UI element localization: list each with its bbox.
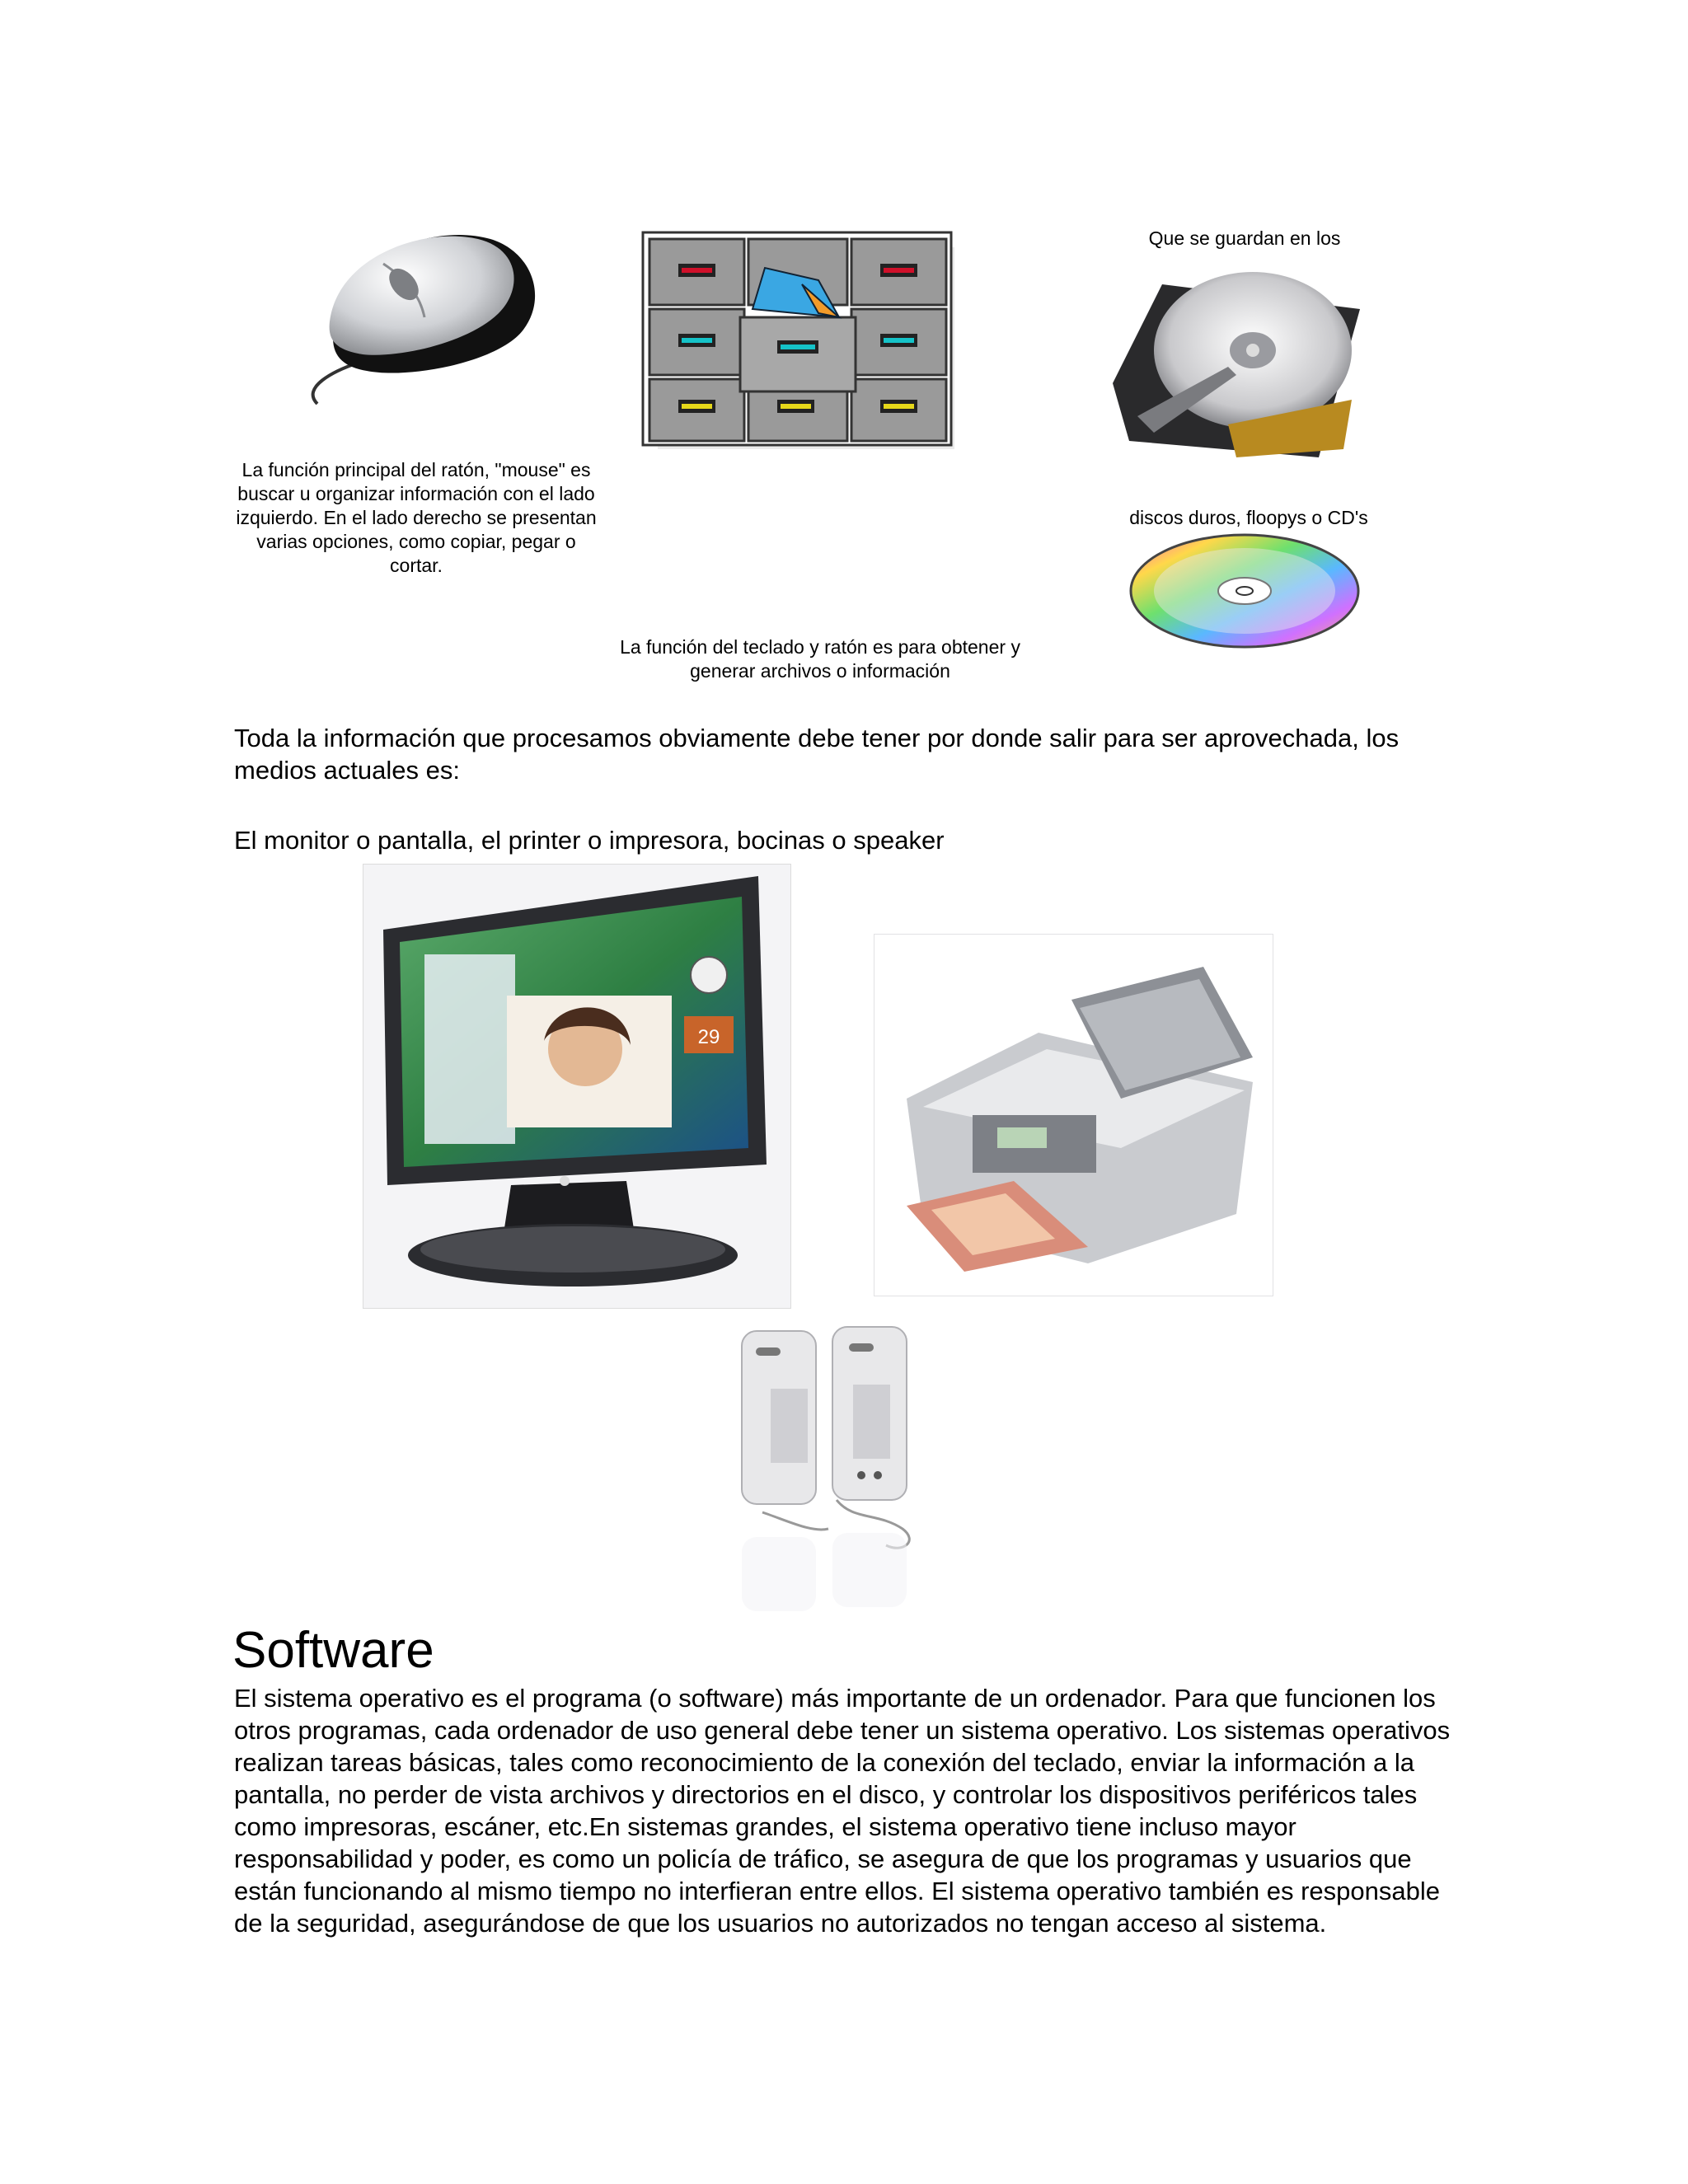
cd-caption: discos duros, floopys o CD's xyxy=(1129,507,1368,528)
hard-disk-image xyxy=(1104,251,1368,474)
software-heading: Software xyxy=(232,1622,434,1679)
monitor-image xyxy=(363,864,791,1309)
monitor-calendar-number: 29 xyxy=(697,1026,720,1048)
output-intro-paragraph: Toda la información que procesamos obviamente debe tener por donde salir para ser aprovechada, los medios actuales es: xyxy=(234,724,1400,785)
mouse-caption: La función principal del ratón, "mouse" es buscar u organizar información con el lado izquierdo. En el lado derecho se presentan varias opciones, como copiar, pegar o cortar. xyxy=(236,459,597,576)
mouse-image xyxy=(284,206,540,412)
cd-image xyxy=(1128,532,1362,651)
hdd-caption: Que se guardan en los xyxy=(1148,227,1341,249)
keyboard-mouse-caption: La función del teclado y ratón es para obtener y generar archivos o información xyxy=(620,636,1020,682)
file-cabinet-image xyxy=(641,231,954,449)
speakers-image xyxy=(738,1323,944,1615)
printer-image xyxy=(874,934,1273,1296)
software-body: El sistema operativo es el programa (o software) más importante de un ordenador. Para que funcionen los otros programas, cada ordenador de uso general debe tener un sistema operativo. Los sistemas operativos realizan tareas básicas, tales como reconocimiento de la conexión del teclado, enviar la información a la pantalla, no perder de vista archivos y directorios en el disco, y controlar los dispositivos periféricos tales como impresoras, escáner, etc.En sistemas grandes, el sistema operativo tiene incluso mayor responsabilidad y poder, es como un policía de tráfico, se asegura de que los programas y usuarios que están funcionando al mismo tiempo no interfieran entre ellos. El sistema operativo también es responsable de la seguridad, asegurándose de que los usuarios no autorizados no tengan acceso al sistema. xyxy=(234,1684,1451,1938)
output-devices-line: El monitor o pantalla, el printer o impresora, bocinas o speaker xyxy=(234,826,945,855)
